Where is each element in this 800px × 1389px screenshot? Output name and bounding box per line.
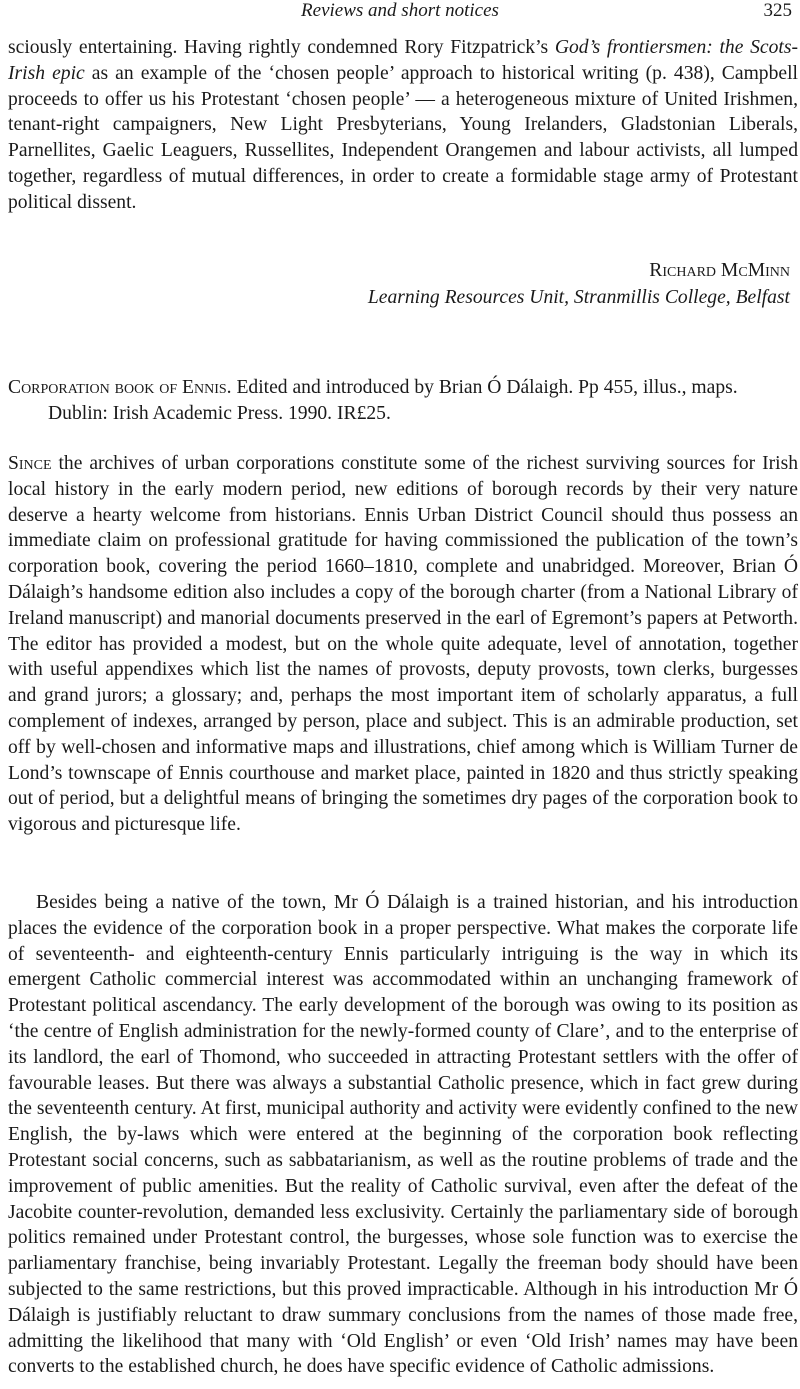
paragraph-1-text: the archives of urban corporations constitute some of the richest surviving sources for Irish local history in the early modern period, new editions of borough records by their very nature deserve a hearty welcome from historians. Ennis Urban District Council should thus possess an immediate claim on professional gratitude for having commissioned the publication of the town’s corporation book, covering the period 1660–1810, complete and unabridged. Moreover, Brian Ó Dálaigh’s handsome edition also includes a copy of the borough charter (from a National Library of Ireland manuscript) and manorial documents preserved in the earl of Egremont’s papers at Petworth. The editor has provided a modest, but on the whole quite adequate, level of annotation, together with useful appendixes which list the names of provosts, deputy provosts, town clerks, burgesses and grand jurors; a glossary; and, perhaps the most important item of scholarly apparatus, a full complement of indexes, arranged by person, place and subject. This is an admirable production, set off by well-chosen and informative maps and illustrations, chief among which is William Turner de Lond’s townscape of Ennis courthouse and market place, painted in 1820 and thus strictly speaking out of period, but a delightful means of bringing the sometimes dry pages of the corporation book to vigorous and picturesque life. xyxy=(8,453,798,836)
continuation-text-start: sciously entertaining. Having rightly condemned Rory Fitzpatrick’s xyxy=(8,37,555,58)
book-citation xyxy=(8,375,768,427)
paragraph-lead-word: Since xyxy=(8,453,52,474)
book-title: Corporation book of Ennis. xyxy=(8,377,232,398)
page-number: 325 xyxy=(763,0,792,21)
book-details: Edited and introduced by Brian Ó Dálaigh. Pp 455, illus., maps. Dublin: Irish Academic Press. 1990. IR£25. xyxy=(48,377,738,424)
reviewer-name: Richard McMinn xyxy=(649,260,790,281)
cited-book-title: God’s frontiersmen: the Scots-Irish epic xyxy=(8,37,798,84)
review-paragraph-1 xyxy=(8,451,798,838)
running-head xyxy=(0,0,800,26)
running-title: Reviews and short notices xyxy=(301,0,499,21)
continuation-text-end: as an example of the ‘chosen people’ approach to historical writing (p. 438), Campbell proceeds to offer us his Protestant ‘chosen people’ — a heterogeneous mixture of United Irishmen, tenant-right campaigners, New Light Presbyterians, Young Irelanders, Gladstonian Liberals, Parnellites, Gaelic Leaguers, Russellites, Independent Orangemen and labour activists, all lumped together, regardless of mutual differences, in order to create a formidable stage army of Protestant political dissent. xyxy=(8,62,798,213)
previous-review-continuation xyxy=(8,35,798,216)
review-paragraph-2: Besides being a native of the town, Mr Ó Dálaigh is a trained historian, and his introduction places the evidence of the corporation book in a proper perspective. What makes the corporate life of seventeenth- and eighteenth-century Ennis particularly intriguing is the way in which its emergent Catholic commercial interest was accommodated within an unchanging framework of Protestant political ascendancy. The early development of the borough was owing to its position as ‘the centre of English administration for the newly-formed county of Clare’, and to the enterprise of its landlord, the earl of Thomond, who succeeded in attracting Protestant settlers with the offer of favourable leases. But there was always a substantial Catholic presence, which in fact grew during the seventeenth century. At first, municipal authority and activity were evidently confined to the new English, the by-laws which were entered at the beginning of the corporation book reflecting Protestant social concerns, such as sabbatarianism, as well as the routine problems of trade and the improvement of public amenities. But the reality of Catholic survival, even after the defeat of the Jacobite counter-revolution, demanded less exclusivity. Certainly the parliamentary side of borough politics remained under Protestant control, the burgesses, whose sole function was to exercise the parliamentary franchise, being invariably Protestant. Legally the freeman body should have been subjected to the same restrictions, but this proved impracticable. Although in his introduction Mr Ó Dálaigh is justifiably reluctant to draw summary conclusions from the names of those made free, admitting the likelihood that many with ‘Old English’ or even ‘Old Irish’ names may have been converts to the established church, he does have specific evidence of Catholic admissions. xyxy=(8,892,798,1378)
reviewer-affiliation: Learning Resources Unit, Stranmillis College, Belfast xyxy=(367,287,790,308)
